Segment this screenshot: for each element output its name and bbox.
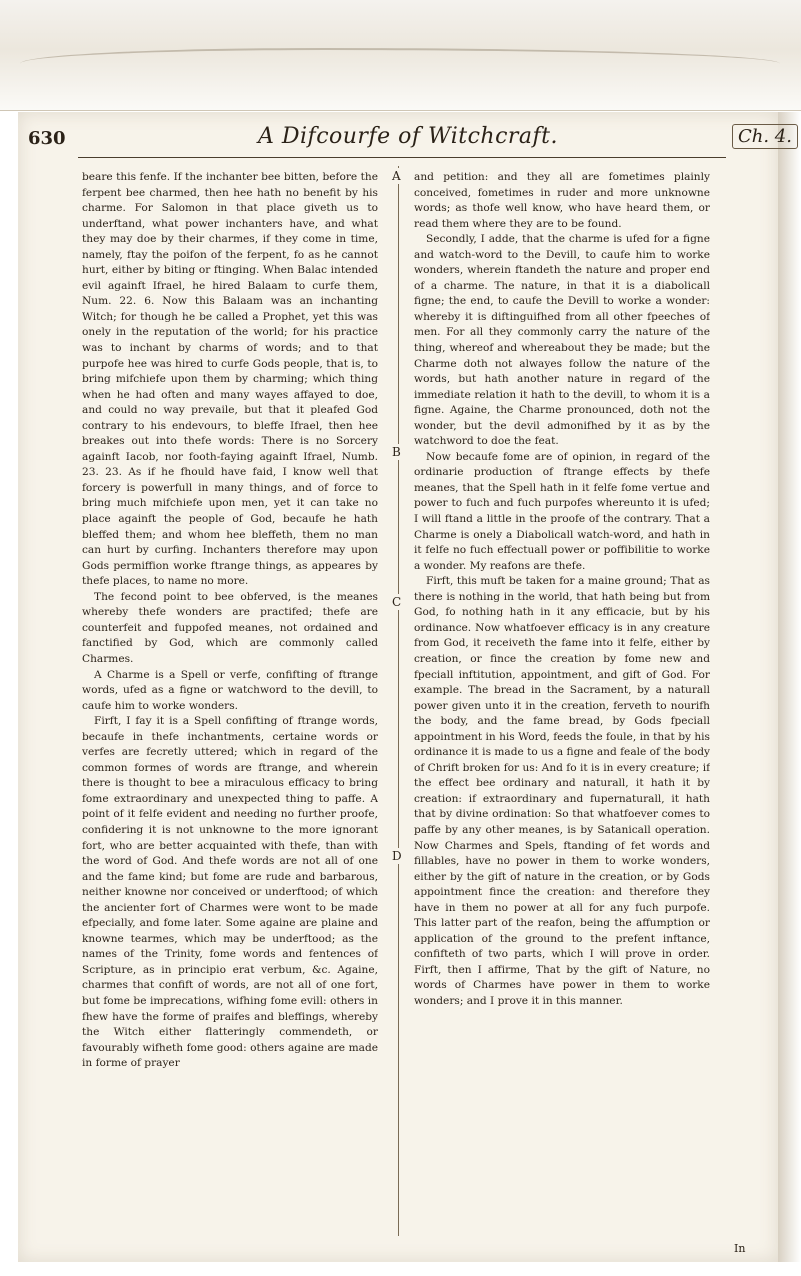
paragraph: Now becaufe fome are of opinion, in regard of the ordinarie production of ftrange effects by thefe meanes, that the Spell hath in it felfe fome vertue and power to fuch and fuch purpofes whereunto it is ufed; I will ftand a little in the proofe of the contrary. That a Charme is onely a Diabolicall watch-word, and hath in it felfe no fuch effectuall power or poffibilitie to worke a wonder. My reafons are thefe. <box>414 450 710 572</box>
running-head: A Difcourfe of Witchcraft. <box>258 124 559 149</box>
side-letter-c: C <box>392 595 402 609</box>
binding-shadow <box>778 112 801 1262</box>
column-divider <box>398 166 399 1236</box>
tear-line <box>20 48 780 100</box>
paragraph: and petition: and they all are fometimes plainly conceived, fometimes in ruder and more unknowne words; as thofe well know, who have heard them, or read them where they are to be found. <box>414 171 710 230</box>
catchword: In <box>734 1242 746 1255</box>
paragraph: Firft, I fay it is a Spell confifting of ftrange words, becaufe in thefe inchantments, certaine words or verfes are fecretly uttered; which in regard of the common formes of words are ftrange, and wherein there is thought to bee a miraculous efficacy to bring fome extraordinary and unexpected thing to paffe. A point of it felfe evident and needing no further proofe, confidering it is not unknowne to the more ignorant fort, who are better acquainted with thefe, than with the word of God. And thefe words are not all of one and the fame kind; but fome are rude and barbarous, neither knowne nor conceived or underftood; of which the ancienter fort of Charmes were wont to be made efpecially, and fome later. Some againe are plaine and knowne tearmes, which may be underftood; as the names of the Trinity, fome words and fentences of Scripture, as in principio erat verbum, &c. Againe, charmes that confift of words, are not all of one fort, but fome be imprecations, wifhing fome evill: others in fhew have the forme of praifes and bleffings, whereby the Witch either flatteringly commendeth, or favourably wifheth fome good: others againe are made in forme of prayer <box>82 715 378 1070</box>
header-rule <box>78 157 726 158</box>
paragraph: beare this fenfe. If the inchanter bee bitten, before the ferpent bee charmed, then hee hath no benefit by his charme. For Salomon in that place giveth us to underftand, what power inchanters have, and what they may doe by their charmes, if they come in time, namely, ftay the poifon of the ferpent, fo as he cannot hurt, either by biting or ftinging. When Balac intended evil againft Ifrael, he hired Balaam to curfe them, Num. 22. 6. Now this Balaam was an inchanting Witch; for though he be called a Prophet, yet this was onely in the reputation of the world; for his practice was to inchant by charms of words; and to that purpofe hee was hired to curfe Gods people, that is, to bring mifchiefe upon them by charming; which thing when he had often and many wayes affayed to doe, and could no way prevaile, but that it pleafed God contrary to his endevours, to bleffe Ifrael, then hee breakes out into thefe words: There is no Sorcery againft Iacob, nor footh-faying againft Ifrael, Numb. 23. 23. As if he fhould have faid, I know well that forcery is powerfull in many things, and of force to bring much mifchiefe upon men, yet it can take no place againft the people of God, becaufe he hath bleffed them; and whom hee bleffeth, them no man can hurt by curfing. Inchanters therefore may upon Gods permiffion worke ftrange things, as appeares by thefe places, to name no more. <box>82 171 378 588</box>
paragraph: Firft, this muft be taken for a maine ground; That as there is nothing in the world, that hath being but from God, fo nothing hath in it any efficacie, but by his ordinance. Now whatfoever efficacy is in any creature from God, it receiveth the fame into it felfe, either by creation, or fince the creation by fome new and fpeciall inftitution, appointment, and gift of God. For example. The bread in the Sacrament, by a naturall power given unto it in the creation, ferveth to nourifh the body, and the fame bread, by Gods fpeciall appointment in his Word, feeds the foule, in that by his ordinance it is made to us a figne and feale of the body of Chrift broken for us: And fo it is in every creature; if the effect bee ordinary and naturall, it hath it by creation: if extraordinary and fupernaturall, it hath that by divine ordination: So that whatfoever comes to paffe by any other meanes, is by Satanicall operation. Now Charmes and Spels, ftanding of fet words and fillables, have no power in them to worke wonders, either by the gift of nature in the creation, or by Gods appointment fince the creation: and therefore they have in them no power at all for any fuch purpofe. This latter part of the reafon, being the affumption or application of the ground to the prefent inftance, confifteth of two parts, which I will prove in order. Firft, then I affirme, That by the gift of Nature, no words of Charmes have power in them to worke wonders; and I prove it in this manner. <box>414 575 710 1007</box>
right-column <box>414 170 710 1230</box>
side-letter-b: B <box>392 445 401 459</box>
side-letter-a: A <box>392 169 401 183</box>
paragraph: A Charme is a Spell or verfe, confifting of ftrange words, ufed as a figne or watchword to the devill, to caufe him to worke wonders. <box>82 668 378 712</box>
chapter-reference: Ch. 4. <box>732 124 798 149</box>
torn-page-edge <box>0 0 801 111</box>
side-letter-d: D <box>392 849 402 863</box>
paragraph: The fecond point to bee obferved, is the meanes whereby thefe wonders are practifed; thefe are counterfeit and fuppofed meanes, not ordained and fanctified by God, which are commonly called Charmes. <box>82 590 378 665</box>
left-column <box>82 170 378 1230</box>
paragraph: Secondly, I adde, that the charme is ufed for a figne and watch-word to the Devill, to caufe him to worke wonders, wherein ftandeth the nature and proper end of a charme. The nature, in that it is a diabolicall figne; the end, to caufe the Devill to worke a wonder: whereby it is diftinguifhed from all other fpeeches of men. For all they commonly carry the nature of the thing, whereof and whereabout they be made; but the Charme doth not alwayes follow the nature of the words, but hath another nature in regard of the immediate relation it hath to the devill, to whom it is a figne. Againe, the Charme pronounced, doth not the wonder, but the devil admonifhed by it as by the watchword to doe the feat. <box>414 233 710 448</box>
page-number: 630 <box>28 128 66 149</box>
